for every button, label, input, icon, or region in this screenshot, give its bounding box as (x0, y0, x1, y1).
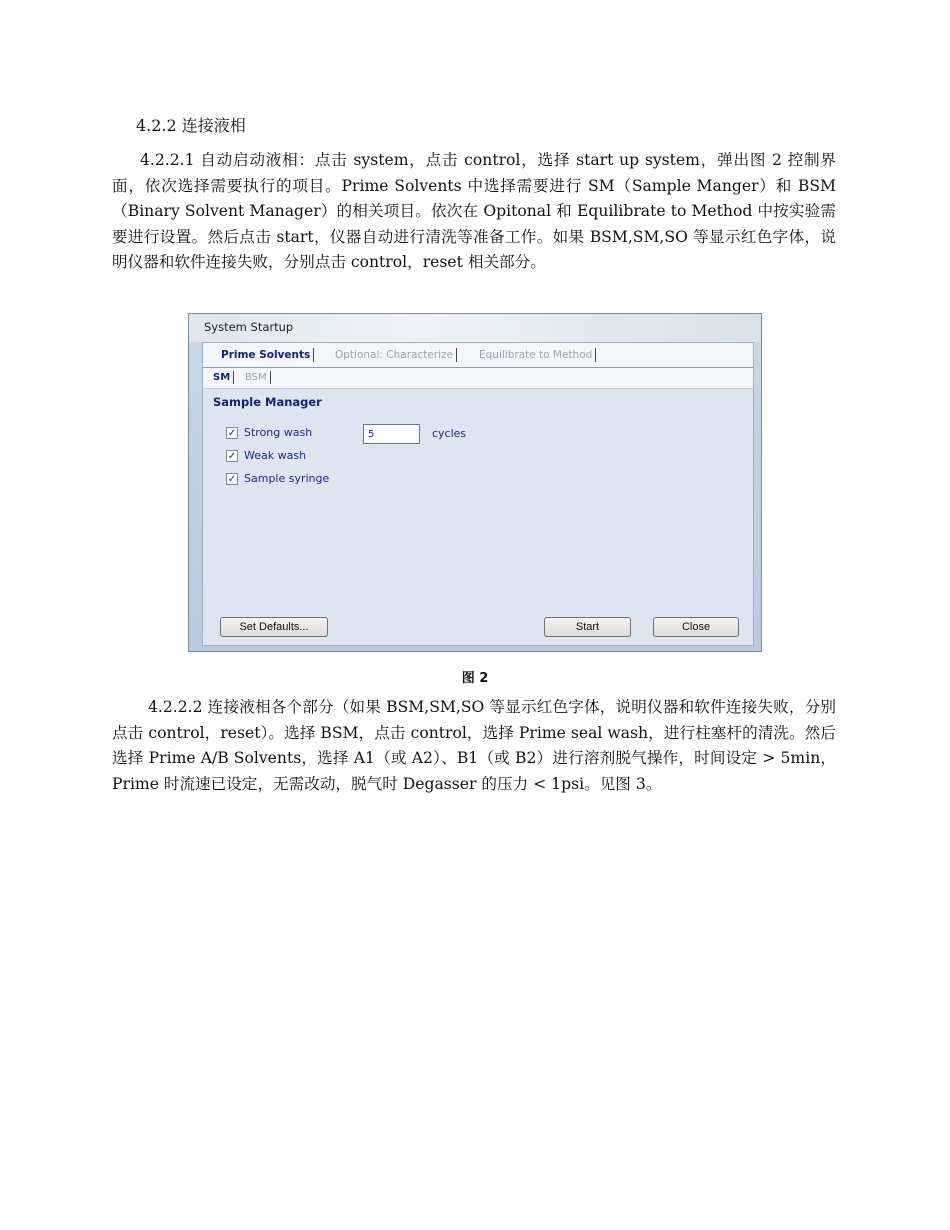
tab-optional-characterize[interactable]: Optional: Characterize (335, 348, 457, 362)
subtab-bsm[interactable]: BSM (245, 371, 271, 384)
strong-wash-option[interactable] (226, 425, 312, 441)
start-button[interactable]: Start (544, 617, 631, 637)
weak-wash-label: Weak wash (244, 449, 307, 462)
sample-syringe-option[interactable] (226, 471, 329, 487)
cycles-input[interactable] (363, 424, 420, 444)
dialog-title: System Startup (204, 320, 294, 334)
section-heading: 4.2.2 连接液相 (136, 116, 246, 135)
dialog-title-bar (189, 314, 761, 342)
sample-syringe-label: Sample syringe (244, 472, 330, 485)
strong-wash-label: Strong wash (244, 426, 313, 439)
strong-wash-checkbox[interactable]: ✓ (227, 428, 237, 439)
subtab-sm[interactable]: SM (213, 371, 234, 384)
dialog-body (202, 342, 754, 646)
paragraph-auto-startup: 4.2.2.1 自动启动液相：点击 system，点击 control，选择 start up system，弹出图 2 控制界面，依次选择需要执行的项目。Prime Solvents 中选择需要进行 SM（Sample Manger）和 BSM（Binary Solvent Manager）的相关项目。依次在 Opitonal 和 Equilibrate to Method 中按实验需要进行设置。然后点击 start，仪器自动进行清洗等准备工作。如果 BSM,SM,SO 等显示红色字体，说明仪器和软件连接失败，分别点击 control，reset 相关部分。 (112, 151, 836, 271)
sample-syringe-checkbox[interactable]: ✓ (227, 474, 237, 485)
weak-wash-option[interactable] (226, 448, 306, 464)
tab-prime-solvents[interactable]: Prime Solvents (221, 348, 314, 362)
tab-equilibrate-to-method[interactable]: Equilibrate to Method (479, 348, 596, 362)
sample-manager-title: Sample Manager (213, 395, 322, 409)
set-defaults-button[interactable]: Set Defaults... (220, 617, 328, 637)
weak-wash-checkbox[interactable]: ✓ (227, 451, 237, 462)
paragraph-connect-parts: 4.2.2.2 连接液相各个部分（如果 BSM,SM,SO 等显示红色字体，说明仪器和软件连接失败，分别点击 control，reset）。选择 BSM，点击 control，选择 Prime seal wash，进行柱塞杆的清洗。然后选择 Prime A/B Solvents，选择 A1（或 A2）、B1（或 B2）进行溶剂脱气操作，时间设定 > 5min，Prime 时流速已设定，无需改动，脱气时 Degasser 的压力 < 1psi。见图 3。 (112, 698, 836, 793)
cycles-label: cycles (432, 427, 467, 440)
system-startup-dialog (188, 313, 762, 652)
tab-bar (203, 343, 753, 368)
close-button[interactable]: Close (653, 617, 739, 637)
subtab-bar (203, 368, 753, 389)
figure-caption: 图 2 (461, 671, 489, 686)
